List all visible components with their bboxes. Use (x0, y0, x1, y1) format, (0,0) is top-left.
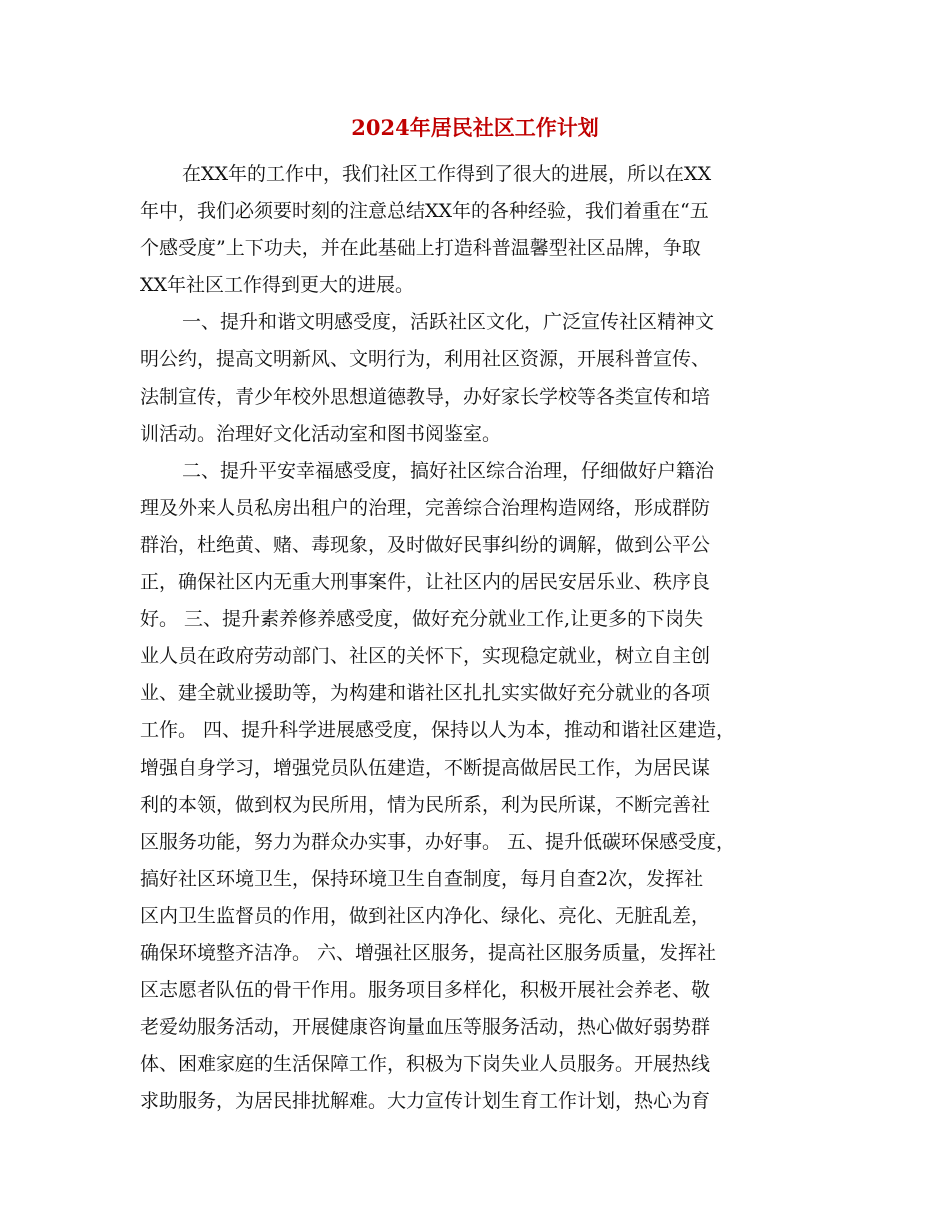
body-line: 正，确保社区内无重大刑事案件，让社区内的居民安居乐业、秩序良 (140, 571, 711, 594)
document-title: 2024年居民社区工作计划 (351, 115, 599, 140)
body-line: 老爱幼服务活动，开展健康咨询量血压等服务活动，热心做好弱势群 (140, 1016, 711, 1039)
body-line: 二、提升平安幸福感受度，搞好社区综合治理，仔细做好户籍治 (182, 459, 715, 482)
body-line: 业、建全就业援助等，为构建和谐社区扎扎实实做好充分就业的各项 (140, 682, 711, 705)
body-line: 训活动。治理好文化活动室和图书阅鉴室。 (140, 422, 502, 445)
body-line: 个感受度”上下功夫，并在此基础上打造科普温馨型社区品牌，争取 (140, 237, 701, 260)
body-line: 体、困难家庭的生活保障工作，积极为下岗失业人员服务。开展热线 (140, 1053, 711, 1076)
body-line: 一、提升和谐文明感受度，活跃社区文化，广泛宣传社区精神文 (182, 311, 715, 334)
body-line: 区服务功能，努力为群众办实事，办好事。 五、提升低碳环保感受度， (140, 830, 736, 853)
body-line: 利的本领，做到权为民所用，情为民所系，利为民所谋，不断完善社 (140, 793, 711, 816)
body-line: 年中，我们必须要时刻的注意总结XX年的各种经验，我们着重在“五 (140, 200, 709, 223)
body-line: 确保环境整齐洁净。 六、增强社区服务，提高社区服务质量，发挥社 (140, 941, 717, 964)
body-line: 业人员在政府劳动部门、社区的关怀下，实现稳定就业，树立自主创 (140, 645, 711, 668)
body-line: 法制宣传，青少年校外思想道德教导，办好家长学校等各类宣传和培 (140, 385, 711, 408)
body-line: 区内卫生监督员的作用，做到社区内净化、绿化、亮化、无脏乱差， (140, 904, 711, 927)
body-line: 工作。 四、提升科学进展感受度，保持以人为本，推动和谐社区建造， (140, 719, 736, 742)
document-body (140, 156, 820, 1120)
body-line: 求助服务，为居民排扰解难。大力宣传计划生育工作计划，热心为育 (140, 1090, 711, 1113)
body-line: 增强自身学习，增强党员队伍建造，不断提高做居民工作，为居民谋 (140, 756, 711, 779)
body-line: 群治，杜绝黄、赌、毒现象，及时做好民事纠纷的调解，做到公平公 (140, 533, 711, 556)
body-line: 搞好社区环境卫生，保持环境卫生自查制度，每月自查2次，发挥社 (140, 867, 704, 890)
body-line: 理及外来人员私房出租户的治理，完善综合治理构造网络，形成群防 (140, 496, 711, 519)
body-line: XX年社区工作得到更大的进展。 (140, 274, 415, 297)
body-line: 在XX年的工作中，我们社区工作得到了很大的进展，所以在XX (182, 163, 712, 185)
body-line: 区志愿者队伍的骨干作用。服务项目多样化，积极开展社会养老、敬 (140, 979, 711, 1002)
body-line: 明公约，提高文明新风、文明行为，利用社区资源，开展科普宣传、 (140, 348, 711, 371)
body-line: 好。 三、提升素养修养感受度，做好充分就业工作,让更多的下岗失 (140, 608, 704, 631)
